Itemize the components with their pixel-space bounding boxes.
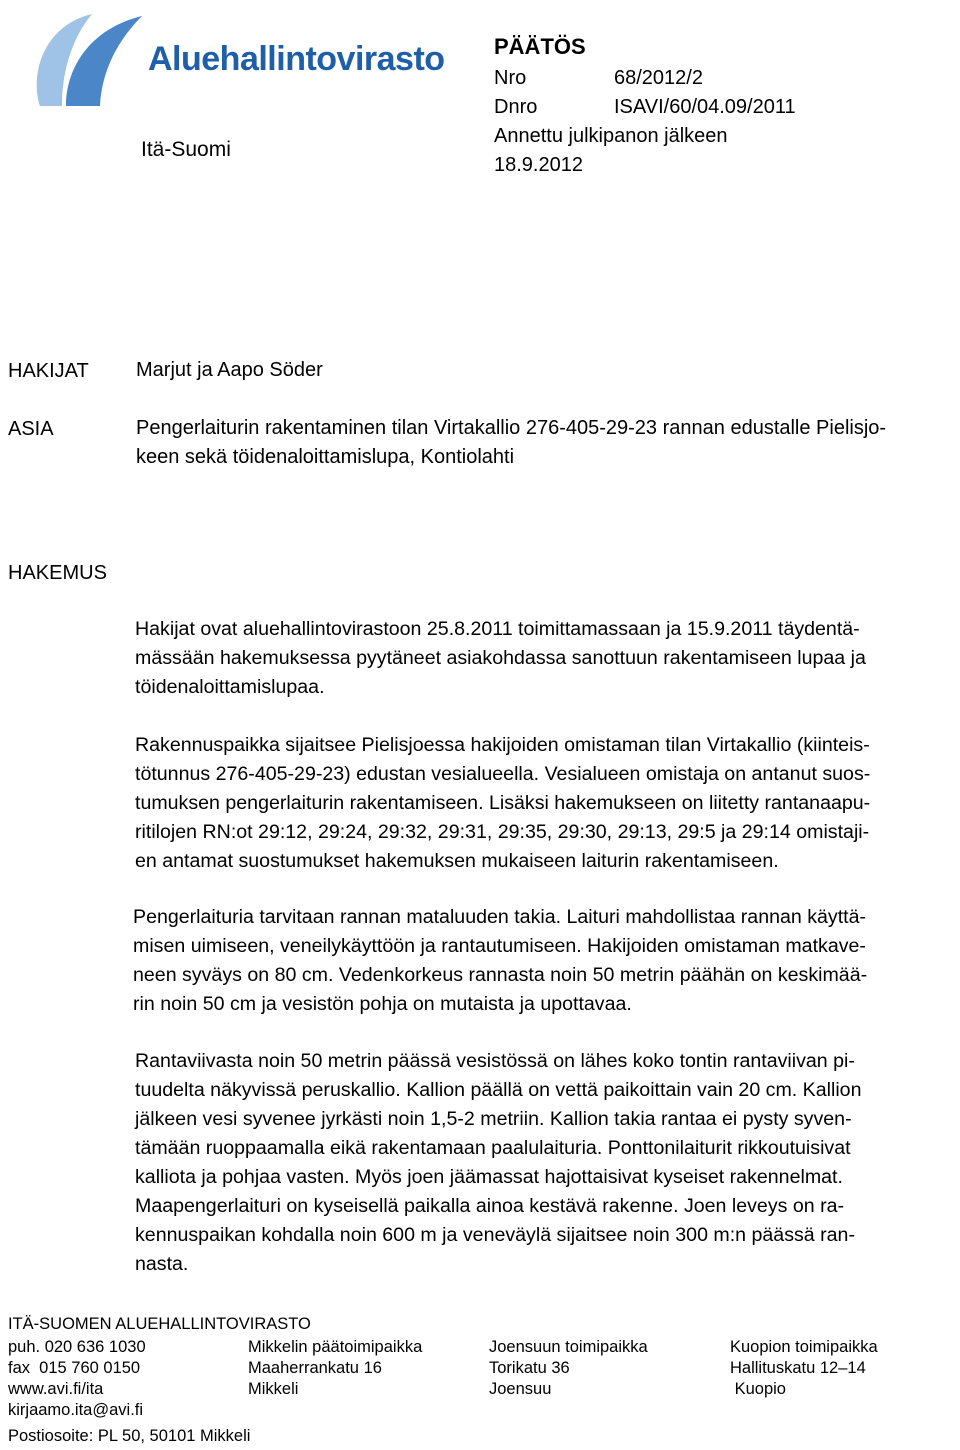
footer-office-title: Mikkelin päätoimipaikka: [248, 1338, 423, 1356]
footer-office-street: Torikatu 36: [489, 1359, 570, 1377]
diary-number: [494, 96, 796, 119]
nro-value: 68/2012/2: [614, 67, 703, 89]
application-paragraph: [133, 903, 955, 1019]
subject-label: ASIA: [8, 418, 54, 440]
application-paragraph: [135, 1047, 957, 1279]
dnro-value: ISAVI/60/04.09/2011: [614, 96, 796, 118]
applicants-value: Marjut ja Aapo Söder: [136, 359, 323, 381]
paragraph-line: töidenaloittamislupaa.: [135, 676, 325, 698]
footer-office-street: Maaherrankatu 16: [248, 1359, 382, 1377]
paragraph-line: tötunnus 276-405-29-23) edustan vesialueella. Vesialueen omistaja on antanut suos-: [135, 763, 871, 785]
paragraph-line: tuudelta näkyvissä peruskallio. Kallion päällä on vettä paikoittain vain 20 cm. Kallion: [135, 1079, 862, 1101]
footer-kuopio-column: [730, 1337, 878, 1400]
paragraph-line: Rakennuspaikka sijaitsee Pielisjoessa hakijoiden omistaman tilan Virtakallio (kiinteis-: [135, 734, 870, 756]
subject-line: Pengerlaiturin rakentaminen tilan Virtakallio 276-405-29-23 rannan edustalle Pielisjo-: [136, 417, 887, 439]
application-label: HAKEMUS: [8, 562, 107, 584]
footer-office-city: Mikkeli: [248, 1380, 299, 1398]
footer-phone: puh. 020 636 1030: [8, 1338, 146, 1356]
footer-office-city: Kuopio: [730, 1380, 786, 1398]
footer-office-city: Joensuu: [489, 1380, 552, 1398]
footer-office-title: Kuopion toimipaikka: [730, 1338, 878, 1356]
paragraph-line: mässään hakemuksessa pyytäneet asiakohdassa sanottuun rakentamiseen lupaa ja: [135, 647, 866, 669]
footer-contact-column: [8, 1337, 146, 1421]
paragraph-line: kalliota ja pohjaa vasten. Myös joen jäämassat hajottaisivat kyseiset rakennelmat.: [135, 1166, 843, 1188]
dnro-label: Dnro: [494, 96, 538, 118]
paragraph-line: tumuksen pengerlaiturin rakentamiseen. Lisäksi hakemukseen on liitetty rantanaapu-: [135, 792, 871, 814]
paragraph-line: Pengerlaituria tarvitaan rannan mataluuden takia. Laituri mahdollistaa rannan käyttä-: [133, 906, 867, 928]
footer-email-link[interactable]: kirjaamo.ita@avi.fi: [8, 1401, 144, 1419]
footer-office-street: Hallituskatu 12–14: [730, 1359, 866, 1377]
issued-line: Annettu julkipanon jälkeen: [494, 125, 728, 147]
nro-label: Nro: [494, 67, 527, 89]
decision-number: [494, 67, 703, 90]
footer-office-title: Joensuun toimipaikka: [489, 1338, 648, 1356]
region-name: Itä-Suomi: [141, 138, 231, 161]
decision-title: PÄÄTÖS: [494, 34, 586, 59]
paragraph-line: tämään ruoppaamalla eikä rakentamaan paalulaituria. Ponttonilaiturit rikkoutuisivat: [135, 1137, 851, 1159]
subject-line: keen sekä töidenaloittamislupa, Kontiolahti: [136, 446, 515, 468]
footer-postal-address: Postiosoite: PL 50, 50101 Mikkeli: [8, 1427, 251, 1445]
paragraph-line: Rantaviivasta noin 50 metrin päässä vesistössä on lähes koko tontin rantaviivan pi-: [135, 1050, 855, 1072]
paragraph-line: en antamat suostumukset hakemuksen mukaiseen laiturin rakentamiseen.: [135, 850, 779, 872]
application-paragraph: [135, 615, 957, 702]
footer-website-link[interactable]: www.avi.fi/ita: [8, 1380, 104, 1398]
footer-joensuu-column: [489, 1337, 648, 1400]
paragraph-line: rin noin 50 cm ja vesistön pohja on mutaista ja upottavaa.: [133, 993, 632, 1015]
footer-fax: fax 015 760 0150: [8, 1359, 141, 1377]
paragraph-line: misen uimiseen, veneilykäyttöön ja rantautumiseen. Hakijoiden omistaman matkave-: [133, 935, 866, 957]
logo-swoosh-icon: [22, 6, 152, 112]
logo-wordmark: Aluehallintovirasto: [148, 40, 445, 78]
applicants-label: HAKIJAT: [8, 360, 89, 382]
paragraph-line: kennuspaikan kohdalla noin 600 m ja veneväylä sijaitsee noin 300 m:n päässä ran-: [135, 1224, 855, 1246]
footer-org-name: ITÄ-SUOMEN ALUEHALLINTOVIRASTO: [8, 1315, 311, 1333]
paragraph-line: Hakijat ovat aluehallintovirastoon 25.8.2011 toimittamassaan ja 15.9.2011 täydentä-: [135, 618, 860, 640]
application-paragraph: [135, 731, 957, 876]
subject-text: [136, 414, 958, 472]
paragraph-line: jälkeen vesi syvenee jyrkästi noin 1,5-2 metriin. Kallion takia rantaa ei pysty syven-: [135, 1108, 852, 1130]
paragraph-line: Maapengerlaituri on kyseisellä paikalla ainoa kestävä rakenne. Joen leveys on ra-: [135, 1195, 845, 1217]
paragraph-line: ritilojen RN:ot 29:12, 29:24, 29:32, 29:31, 29:35, 29:30, 29:13, 29:5 ja 29:14 omistaji-: [135, 821, 870, 843]
paragraph-line: neen syväys on 80 cm. Vedenkorkeus rannasta noin 50 metrin päähän on keskimää-: [133, 964, 868, 986]
paragraph-line: nasta.: [135, 1253, 189, 1275]
footer-mikkeli-column: [248, 1337, 422, 1400]
issued-date: 18.9.2012: [494, 154, 583, 176]
